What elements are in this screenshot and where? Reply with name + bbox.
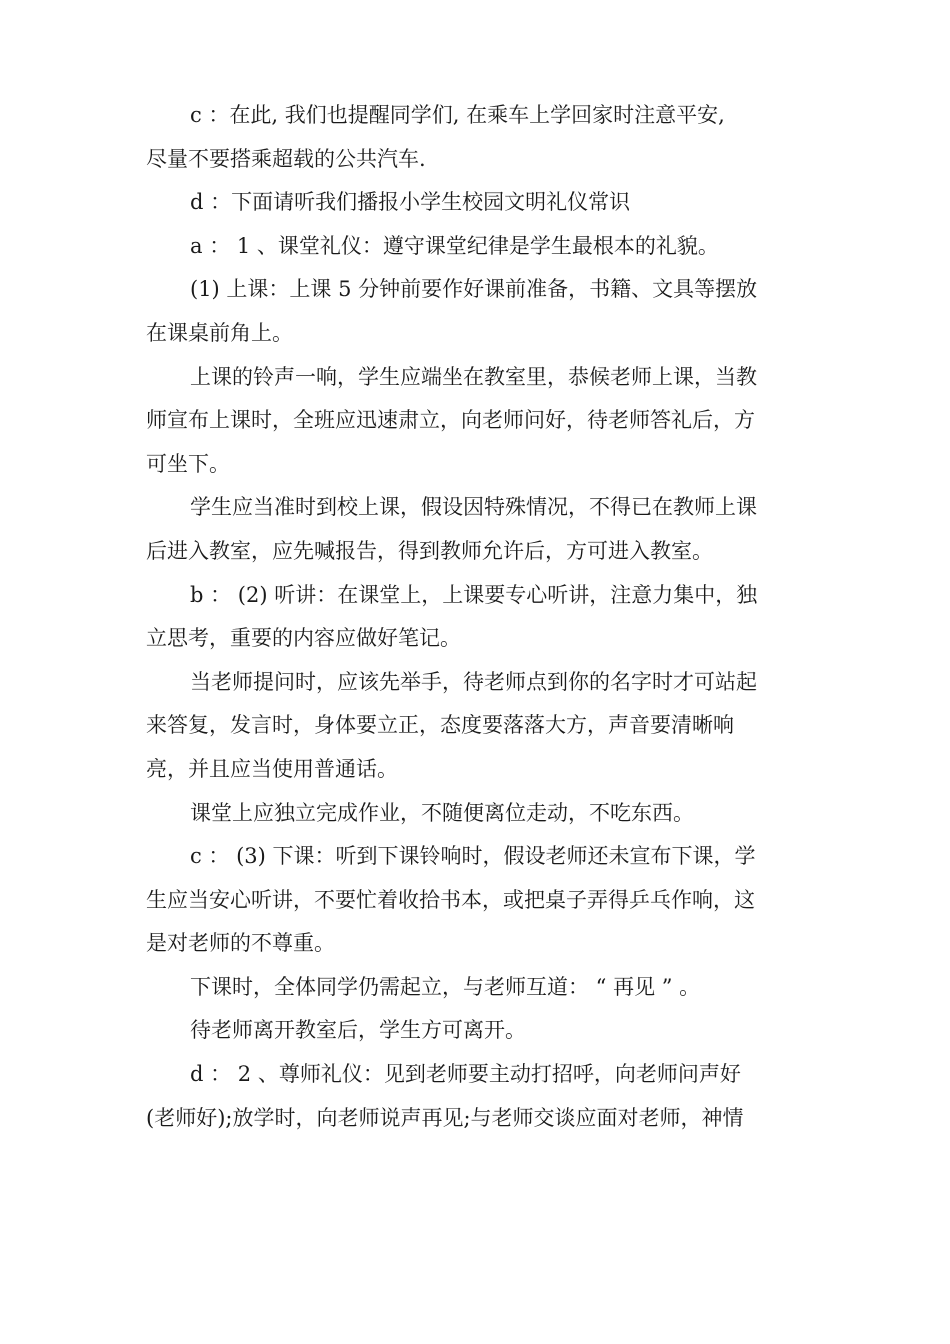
paragraph [146, 486, 810, 573]
paragraph [146, 94, 810, 181]
document-body [146, 94, 810, 1140]
paragraph [146, 1009, 810, 1053]
text-line: d ： 2 、尊师礼仪：见到老师要主动打招呼，向老师问声好 [190, 1062, 741, 1087]
paragraph [146, 1053, 810, 1140]
text-line: c ： (3) 下课：听到下课铃响时，假设老师还未宣布下课，学 [190, 844, 756, 869]
paragraph [146, 792, 810, 836]
text-line: 待老师离开教室后，学生方可离开。 [190, 1018, 526, 1043]
text-line: 生应当安心听讲，不要忙着收拾书本，或把桌子弄得乒乓作响，这 [146, 887, 755, 912]
text-line: 尽量不要搭乘超载的公共汽车. [146, 146, 426, 171]
text-line: 上课的铃声一响，学生应端坐在教室里，恭候老师上课，当教 [190, 364, 757, 389]
paragraph [146, 356, 810, 487]
text-line: c ：在此, 我们也提醒同学们, 在乘车上学回家时注意平安, [190, 103, 725, 127]
paragraph [146, 268, 810, 355]
paragraph [146, 661, 810, 792]
paragraph [146, 835, 810, 966]
text-line: b ： (2) 听讲：在课堂上，上课要专心听讲，注意力集中，独 [190, 582, 758, 607]
text-line: 学生应当准时到校上课，假设因特殊情况，不得已在教师上课 [190, 495, 757, 520]
text-line: 后进入教室，应先喊报告，得到教师允许后，方可进入教室。 [146, 538, 713, 563]
text-line: 立思考，重要的内容应做好笔记。 [146, 626, 461, 651]
text-line: (老师好);放学时，向老师说声再见;与老师交谈应面对老师，神情 [146, 1105, 744, 1130]
text-line: 亮，并且应当使用普通话。 [146, 756, 398, 781]
text-line: (1) 上课：上课 5 分钟前要作好课前准备，书籍、文具等摆放 [190, 277, 758, 302]
text-line: 在课桌前角上。 [146, 320, 293, 345]
text-line: 当老师提问时，应该先举手，待老师点到你的名字时才可站起 [190, 669, 757, 694]
text-line: 可坐下。 [146, 451, 230, 476]
paragraph [146, 574, 810, 661]
text-line: d ：下面请听我们播报小学生校园文明礼仪常识 [190, 190, 631, 215]
paragraph [146, 966, 810, 1010]
text-line: 是对老师的不尊重。 [146, 931, 335, 956]
text-line: a ： 1 、课堂礼仪：遵守课堂纪律是学生最根本的礼貌。 [190, 233, 719, 258]
paragraph [146, 225, 810, 269]
text-line: 下课时，全体同学仍需起立，与老师互道： “ 再见 ” 。 [190, 974, 701, 999]
paragraph [146, 181, 810, 225]
text-line: 来答复，发言时，身体要立正，态度要落落大方，声音要清晰响 [146, 713, 734, 738]
text-line: 师宣布上课时，全班应迅速肃立，向老师问好，待老师答礼后，方 [146, 408, 755, 433]
text-line: 课堂上应独立完成作业，不随便离位走动，不吃东西。 [190, 800, 694, 825]
